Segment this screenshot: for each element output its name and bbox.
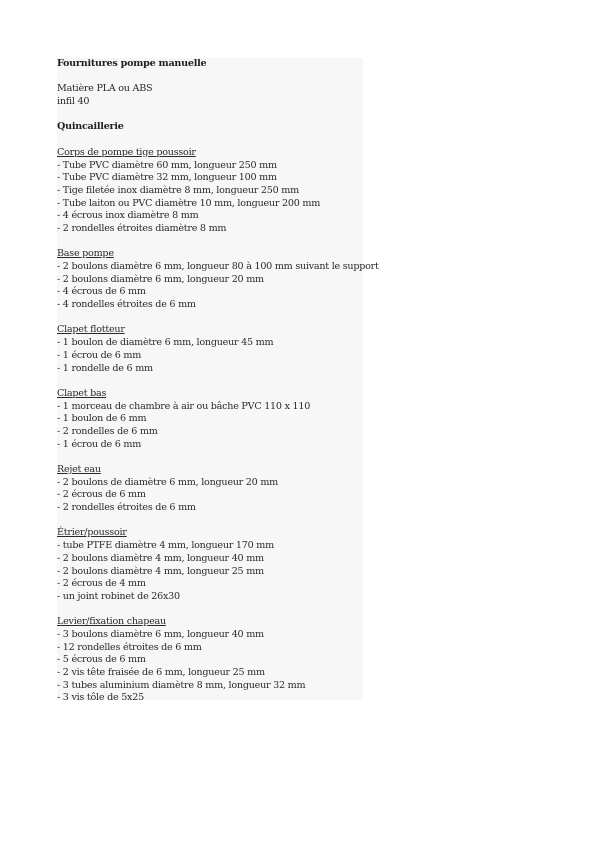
hardware-heading: Quincaillerie bbox=[57, 121, 124, 133]
infill-line: infil 40 bbox=[57, 96, 90, 108]
list-item: - 1 morceau de chambre à air ou bâche PVC 110 x 110 bbox=[57, 400, 311, 412]
list-item: - tube PTFE diamètre 4 mm, longueur 170 mm bbox=[57, 540, 274, 552]
list-item: - 2 boulons diamètre 4 mm, longueur 40 mm bbox=[57, 552, 264, 564]
list-item: - 1 écrou de 6 mm bbox=[57, 349, 142, 361]
list-item: - 2 rondelles étroites de 6 mm bbox=[57, 502, 196, 514]
list-item: - 12 rondelles étroites de 6 mm bbox=[57, 641, 202, 653]
list-item: - 2 boulons de diamètre 6 mm, longueur 20 mm bbox=[57, 476, 279, 488]
list-item: - 2 rondelles étroites diamètre 8 mm bbox=[57, 222, 227, 234]
list-item: - 4 rondelles étroites de 6 mm bbox=[57, 299, 196, 311]
list-item: - un joint robinet de 26x30 bbox=[57, 590, 180, 602]
list-item: - 3 vis tôle de 5x25 bbox=[57, 692, 144, 704]
section-title: Corps de pompe tige poussoir bbox=[57, 146, 196, 158]
list-item: - 2 boulons diamètre 4 mm, longueur 25 mm bbox=[57, 565, 264, 577]
list-item: - 5 écrous de 6 mm bbox=[57, 654, 146, 666]
list-item: - Tige filetée inox diamètre 8 mm, longueur 250 mm bbox=[57, 184, 299, 196]
material-line: Matière PLA ou ABS bbox=[57, 83, 153, 95]
section-title: Levier/fixation chapeau bbox=[57, 616, 166, 628]
list-item: - 4 écrous inox diamètre 8 mm bbox=[57, 210, 199, 222]
section-title: Étrier/poussoir bbox=[57, 527, 127, 539]
document-body bbox=[57, 58, 377, 705]
section-title: Base pompe bbox=[57, 248, 114, 260]
section-title: Clapet flotteur bbox=[57, 324, 125, 336]
list-item: - Tube PVC diamètre 60 mm, longueur 250 mm bbox=[57, 159, 277, 171]
list-item: - 1 boulon de diamètre 6 mm, longueur 45 mm bbox=[57, 337, 274, 349]
list-item: - 4 écrous de 6 mm bbox=[57, 286, 146, 298]
list-item: - 2 boulons diamètre 6 mm, longueur 80 à 100 mm suivant le support bbox=[57, 261, 379, 272]
list-item: - 2 vis tête fraisée de 6 mm, longueur 25 mm bbox=[57, 667, 265, 678]
list-item: - 1 rondelle de 6 mm bbox=[57, 362, 153, 374]
list-item: - 1 boulon de 6 mm bbox=[57, 413, 147, 425]
list-item: - 3 boulons diamètre 6 mm, longueur 40 mm bbox=[57, 628, 264, 640]
list-item: - 1 écrou de 6 mm bbox=[57, 438, 142, 450]
list-item: - 2 écrous de 4 mm bbox=[57, 578, 146, 590]
list-item: - Tube PVC diamètre 32 mm, longueur 100 mm bbox=[57, 172, 277, 184]
list-item: - Tube laiton ou PVC diamètre 10 mm, longueur 200 mm bbox=[57, 197, 321, 209]
section-title: Rejet eau bbox=[57, 464, 101, 475]
section-title: Clapet bas bbox=[57, 387, 107, 399]
list-item: - 3 tubes aluminium diamètre 8 mm, longueur 32 mm bbox=[57, 679, 306, 691]
list-item: - 2 boulons diamètre 6 mm, longueur 20 mm bbox=[57, 273, 264, 285]
list-item: - 2 écrous de 6 mm bbox=[57, 489, 146, 501]
document-title: Fournitures pompe manuelle bbox=[57, 58, 207, 69]
list-item: - 2 rondelles de 6 mm bbox=[57, 425, 158, 437]
